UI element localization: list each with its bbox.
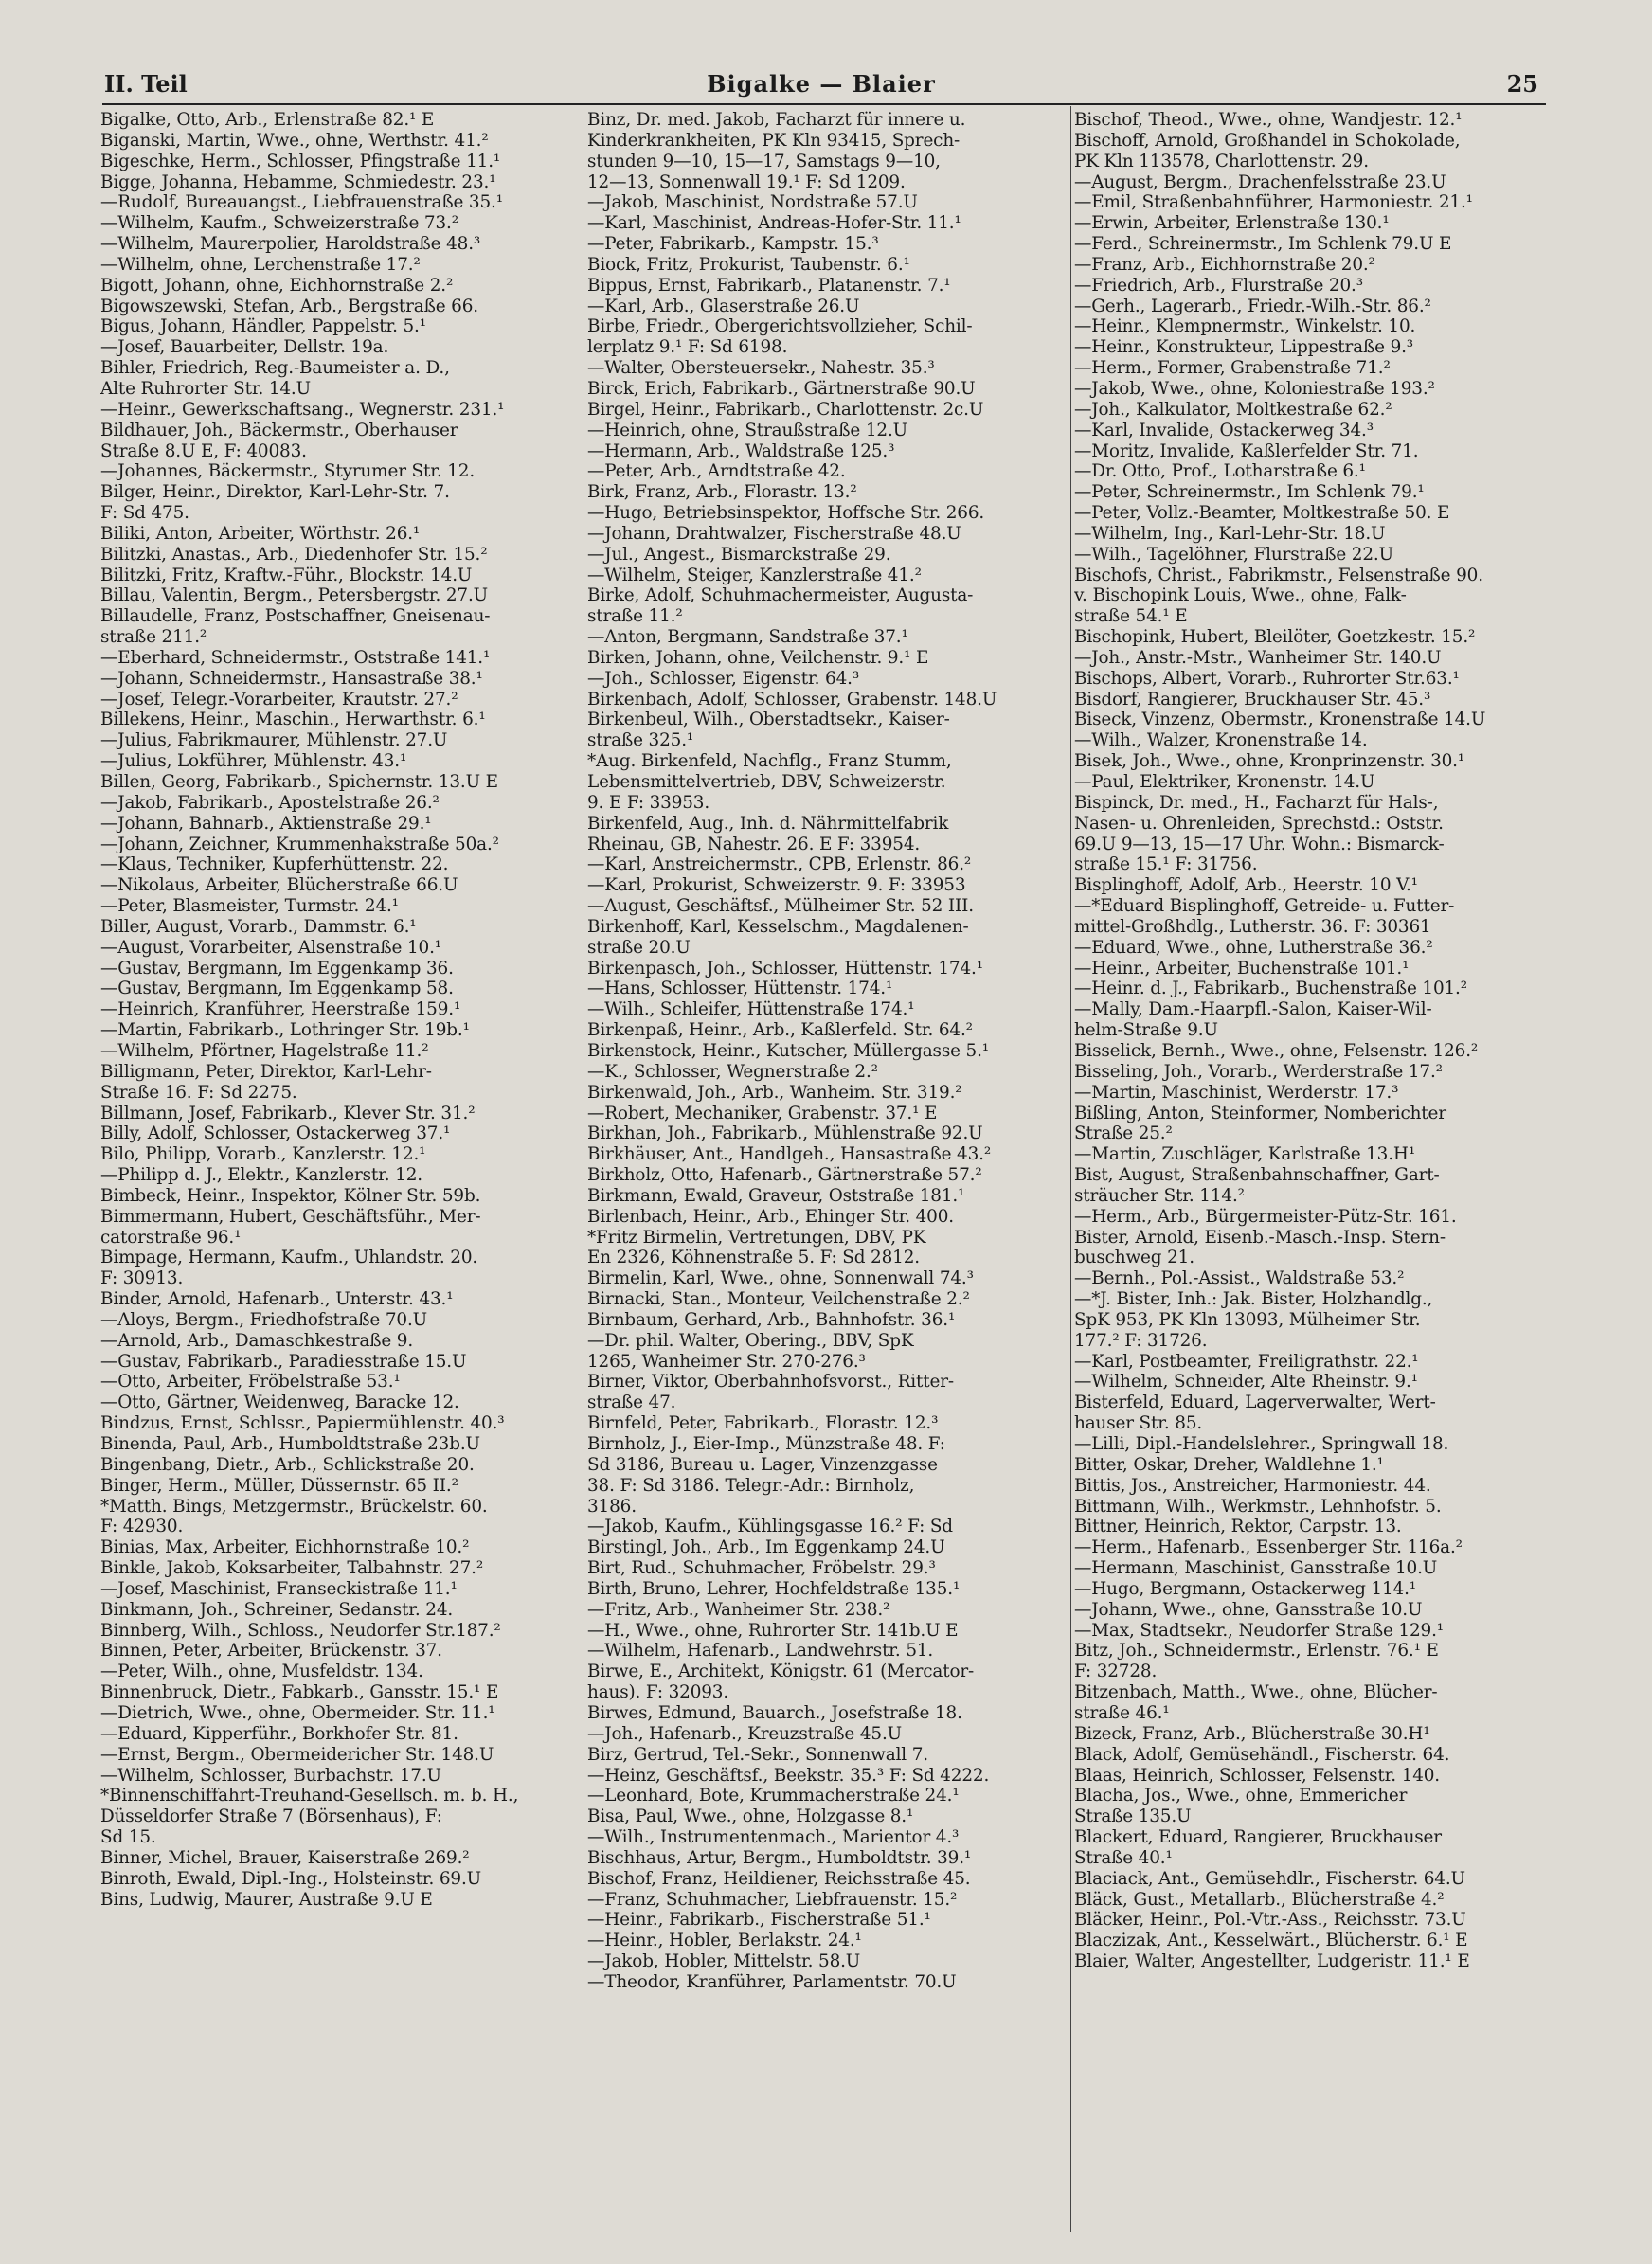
directory-entry: Bigus, Johann, Händler, Pappelstr. 5.¹ [100, 316, 426, 337]
directory-entry: Binger, Herm., Müller, Düssernstr. 65 II.² [100, 1475, 458, 1496]
directory-entry: Birnacki, Stan., Monteur, Veilchenstraße 2.² [587, 1289, 970, 1310]
directory-entry: Bittmann, Wilh., Werkmstr., Lehnhofstr. 5. [1074, 1496, 1442, 1517]
directory-entry: —Peter, Fabrikarb., Kampstr. 15.³ [587, 234, 879, 255]
page-number: 25 [1506, 70, 1538, 98]
directory-entry: Birken, Johann, ohne, Veilchenstr. 9.¹ E [587, 647, 929, 668]
directory-entry: Bippus, Ernst, Fabrikarb., Platanenstr. 7.¹ [587, 275, 951, 296]
directory-entry: Birkenbach, Adolf, Schlosser, Grabenstr. 148.U [587, 689, 997, 710]
directory-entry: Straße 40.¹ [1074, 1847, 1173, 1868]
directory-entry: Billen, Georg, Fabrikarb., Spichernstr. 13.U E [100, 772, 498, 792]
directory-entry: straße 46.¹ [1074, 1702, 1170, 1723]
directory-entry: Bischoff, Arnold, Großhandel in Schokolade, [1074, 130, 1461, 151]
directory-entry: —Wilh., Schleifer, Hüttenstraße 174.¹ [587, 999, 915, 1020]
directory-entry: F: Sd 475. [100, 503, 189, 524]
directory-entry: *Matth. Bings, Metzgermstr., Brückelstr. 60. [100, 1496, 488, 1517]
directory-entry: —Jakob, Maschinist, Nordstraße 57.U [587, 192, 918, 213]
directory-entry: —Joh., Schlosser, Eigenstr. 64.³ [587, 668, 860, 689]
directory-entry: Bimmermann, Hubert, Geschäftsführ., Mer- [100, 1206, 481, 1227]
directory-entry: —Karl, Anstreichermstr., CPB, Erlenstr. 86.² [587, 854, 972, 875]
directory-entry: Biock, Fritz, Prokurist, Taubenstr. 6.¹ [587, 254, 910, 275]
directory-entry: Bisdorf, Rangierer, Bruckhauser Str. 45.³ [1074, 689, 1431, 710]
directory-entry: —K., Schlosser, Wegnerstraße 2.² [587, 1061, 878, 1082]
directory-entry: Bildhauer, Joh., Bäckermstr., Oberhauser [100, 420, 458, 440]
directory-entry: —Wilhelm, Hafenarb., Landwehrstr. 51. [587, 1641, 934, 1662]
column-2 [587, 110, 1068, 2232]
directory-entry: Birkhan, Joh., Fabrikarb., Mühlenstraße 92.U [587, 1123, 983, 1144]
columns [100, 110, 1544, 2232]
directory-entry: Bigeschke, Herm., Schlosser, Pfingstraße 11.¹ [100, 151, 501, 171]
directory-entry: Bisplinghoff, Adolf, Arb., Heerstr. 10 V.¹ [1074, 875, 1418, 896]
directory-entry: *Binnenschiffahrt-Treuhand-Gesellsch. m. b. H., [100, 1786, 519, 1806]
directory-entry: Birke, Adolf, Schuhmachermeister, Augusta- [587, 585, 974, 606]
directory-entry: Straße 8.U E, F: 40083. [100, 440, 307, 461]
directory-entry: Birkholz, Otto, Hafenarb., Gärtnerstraße 57.² [587, 1165, 982, 1186]
directory-entry: —Hermann, Maschinist, Gansstraße 10.U [1074, 1558, 1438, 1579]
directory-entry: Birkenpasch, Joh., Schlosser, Hüttenstr. 174.¹ [587, 958, 983, 979]
directory-entry: Bißling, Anton, Steinformer, Nomberichter [1074, 1103, 1446, 1123]
directory-entry: —August, Geschäftsf., Mülheimer Str. 52 III. [587, 896, 974, 917]
page-title: Bigalke — Blaier [707, 70, 936, 98]
directory-entry: —Nikolaus, Arbeiter, Blücherstraße 66.U [100, 875, 458, 896]
directory-entry: Birt, Rud., Schuhmacher, Fröbelstr. 29.³ [587, 1558, 936, 1579]
directory-entry: Birbe, Friedr., Obergerichtsvollzieher, Schil- [587, 316, 973, 337]
directory-entry: —Rudolf, Bureauangst., Liebfrauenstraße 35.¹ [100, 192, 503, 213]
directory-entry: *Fritz Birmelin, Vertretungen, DBV, PK [587, 1227, 926, 1248]
directory-entry: 69.U 9—13, 15—17 Uhr. Wohn.: Bismarck- [1074, 834, 1445, 854]
directory-entry: —Peter, Blasmeister, Turmstr. 24.¹ [100, 896, 399, 917]
directory-entry: —Joh., Anstr.-Mstr., Wanheimer Str. 140.U [1074, 647, 1442, 668]
directory-entry: Bimpage, Hermann, Kaufm., Uhlandstr. 20. [100, 1248, 478, 1268]
directory-entry: Black, Adolf, Gemüsehändl., Fischerstr. 64. [1074, 1744, 1450, 1765]
directory-entry: —Johann, Zeichner, Krummenhakstraße 50a.² [100, 834, 499, 854]
directory-entry: straße 47. [587, 1393, 676, 1413]
directory-entry: —Hugo, Betriebsinspektor, Hoffsche Str. 266. [587, 503, 985, 524]
directory-entry: —Karl, Maschinist, Andreas-Hofer-Str. 11.¹ [587, 213, 961, 234]
directory-entry: —Peter, Schreinermstr., Im Schlenk 79.¹ [1074, 482, 1425, 503]
column-1 [100, 110, 582, 2232]
directory-entry: —*J. Bister, Inh.: Jak. Bister, Holzhandlg., [1074, 1289, 1433, 1310]
directory-entry: —Jul., Angest., Bismarckstraße 29. [587, 544, 891, 565]
directory-entry: Birlenbach, Heinr., Arb., Ehinger Str. 400. [587, 1206, 954, 1227]
directory-entry: —Johann, Bahnarb., Aktienstraße 29.¹ [100, 813, 432, 834]
directory-entry: Birkhäuser, Ant., Handlgeh., Hansastraße 43.² [587, 1144, 992, 1165]
directory-entry: Bilger, Heinr., Direktor, Karl-Lehr-Str. 7. [100, 482, 450, 503]
directory-entry: Binner, Michel, Brauer, Kaiserstraße 269.² [100, 1847, 470, 1868]
directory-entry: —Joh., Kalkulator, Moltkestraße 62.² [1074, 399, 1392, 420]
directory-entry: —Wilhelm, Ing., Karl-Lehr-Str. 18.U [1074, 523, 1386, 544]
directory-entry: —Wilhelm, Kaufm., Schweizerstraße 73.² [100, 213, 458, 234]
directory-entry: —Martin, Fabrikarb., Lothringer Str. 19b.¹ [100, 1020, 470, 1041]
directory-entry: —*Eduard Bisplinghoff, Getreide- u. Futter- [1074, 896, 1455, 917]
directory-entry: Blaas, Heinrich, Schlosser, Felsenstr. 140. [1074, 1765, 1441, 1786]
directory-entry: —Gustav, Fabrikarb., Paradiesstraße 15.U [100, 1351, 467, 1372]
directory-entry: Birz, Gertrud, Tel.-Sekr., Sonnenwall 7. [587, 1744, 928, 1765]
directory-entry: Birgel, Heinr., Fabrikarb., Charlottenstr. 2c.U [587, 399, 984, 420]
directory-entry: helm-Straße 9.U [1074, 1020, 1218, 1041]
directory-entry: Binkle, Jakob, Koksarbeiter, Talbahnstr. 27.² [100, 1558, 484, 1579]
directory-entry: Binnberg, Wilh., Schloss., Neudorfer Str.187.² [100, 1620, 501, 1641]
directory-entry: —Heinrich, ohne, Straußstraße 12.U [587, 420, 908, 440]
directory-entry: Bister, Arnold, Eisenb.-Masch.-Insp. Stern- [1074, 1227, 1446, 1248]
directory-entry: —Ferd., Schreinermstr., Im Schlenk 79.U E [1074, 234, 1452, 255]
directory-entry: Bitzenbach, Matth., Wwe., ohne, Blücher- [1074, 1682, 1438, 1703]
directory-entry: —Eduard, Wwe., ohne, Lutherstraße 36.² [1074, 937, 1433, 958]
directory-entry: —Leonhard, Bote, Krummacherstraße 24.¹ [587, 1786, 960, 1806]
directory-entry: —Johann, Wwe., ohne, Gansstraße 10.U [1074, 1599, 1423, 1620]
directory-entry: —Dr. phil. Walter, Obering., BBV, SpK [587, 1330, 914, 1351]
directory-entry: Binder, Arnold, Hafenarb., Unterstr. 43.¹ [100, 1289, 454, 1310]
directory-entry: catorstraße 96.¹ [100, 1227, 242, 1248]
directory-entry: —Gustav, Bergmann, Im Eggenkamp 36. [100, 958, 454, 979]
directory-entry: —Heinrich, Kranführer, Heerstraße 159.¹ [100, 999, 461, 1020]
directory-entry: —Otto, Arbeiter, Fröbelstraße 53.¹ [100, 1372, 401, 1393]
directory-entry: F: 42930. [100, 1517, 184, 1537]
directory-entry: SpK 953, PK Kln 13093, Mülheimer Str. [1074, 1309, 1421, 1330]
directory-entry: —Philipp d. J., Elektr., Kanzlerstr. 12. [100, 1165, 422, 1186]
directory-entry: —Wilh., Instrumentenmach., Marientor 4.³ [587, 1827, 960, 1848]
directory-entry: —Dr. Otto, Prof., Lotharstraße 6.¹ [1074, 461, 1366, 482]
directory-entry: —Wilhelm, Steiger, Kanzlerstraße 41.² [587, 565, 922, 585]
directory-entry: —Wilhelm, Maurerpolier, Haroldstraße 48.³ [100, 234, 481, 255]
directory-entry: straße 20.U [587, 937, 691, 958]
directory-entry: Bischopink, Hubert, Bleilöter, Goetzkestr. 15.² [1074, 627, 1476, 648]
directory-entry: straße 211.² [100, 627, 207, 648]
directory-entry: Straße 135.U [1074, 1806, 1192, 1827]
directory-entry: —Anton, Bergmann, Sandstraße 37.¹ [587, 627, 908, 648]
directory-entry: —Franz, Arb., Eichhornstraße 20.² [1074, 254, 1375, 275]
directory-entry: buschweg 21. [1074, 1248, 1194, 1268]
directory-entry: —Josef, Telegr.-Vorarbeiter, Krautstr. 27.² [100, 689, 458, 710]
directory-entry: Billmann, Josef, Fabrikarb., Klever Str. 31.² [100, 1103, 476, 1123]
directory-entry: Billy, Adolf, Schlosser, Ostackerweg 37.¹ [100, 1123, 451, 1144]
directory-entry: —Wilh., Tagelöhner, Flurstraße 22.U [1074, 544, 1393, 565]
directory-entry: —Jakob, Hobler, Mittelstr. 58.U [587, 1951, 861, 1972]
directory-entry: 3186. [587, 1496, 637, 1517]
directory-entry: —Josef, Bauarbeiter, Dellstr. 19a. [100, 337, 389, 358]
directory-entry: —Heinr., Arbeiter, Buchenstraße 101.¹ [1074, 958, 1410, 979]
directory-entry: —Wilhelm, Schneider, Alte Rheinstr. 9.¹ [1074, 1372, 1418, 1393]
directory-entry: Bimbeck, Heinr., Inspektor, Kölner Str. 59b. [100, 1185, 481, 1206]
directory-entry: —Heinr., Hobler, Berlakstr. 24.¹ [587, 1931, 862, 1951]
directory-entry: Bischof, Franz, Heildiener, Reichsstraße 45. [587, 1868, 971, 1889]
directory-entry: Birkenbeul, Wilh., Oberstadtsekr., Kaiser- [587, 710, 950, 730]
directory-entry: Bilitzki, Fritz, Kraftw.-Führ., Blockstr. 14.U [100, 565, 473, 585]
directory-entry: Birwe, E., Architekt, Königstr. 61 (Mercator- [587, 1662, 975, 1682]
directory-entry: Biller, August, Vorarb., Dammstr. 6.¹ [100, 916, 417, 937]
directory-entry: Lebensmittelvertrieb, DBV, Schweizerstr. [587, 772, 946, 792]
header-rule [102, 103, 1546, 105]
running-head [104, 70, 1538, 108]
directory-entry: —Emil, Straßenbahnführer, Harmoniestr. 21.¹ [1074, 192, 1473, 213]
directory-entry: —Heinr., Klempnermstr., Winkelstr. 10. [1074, 316, 1416, 337]
directory-entry: —Jakob, Kaufm., Kühlingsgasse 16.² F: Sd [587, 1517, 953, 1537]
directory-entry: —Fritz, Arb., Wanheimer Str. 238.² [587, 1599, 890, 1620]
directory-entry: —Julius, Lokführer, Mühlenstr. 43.¹ [100, 751, 407, 772]
directory-entry: stunden 9—10, 15—17, Samstags 9—10, [587, 151, 941, 171]
directory-entry: —Heinr., Fabrikarb., Fischerstraße 51.¹ [587, 1910, 931, 1931]
directory-entry: Bilitzki, Anastas., Arb., Diedenhofer Str. 15.² [100, 544, 488, 565]
directory-entry: Birwes, Edmund, Bauarch., Josefstraße 18. [587, 1702, 962, 1723]
directory-entry: 1265, Wanheimer Str. 270-276.³ [587, 1351, 866, 1372]
directory-entry: Billigmann, Peter, Direktor, Karl-Lehr- [100, 1061, 432, 1082]
directory-entry: PK Kln 113578, Charlottenstr. 29. [1074, 151, 1369, 171]
directory-entry: —Otto, Gärtner, Weidenweg, Baracke 12. [100, 1393, 459, 1413]
directory-entry: Birkenpaß, Heinr., Arb., Kaßlerfeld. Str. 64.² [587, 1020, 973, 1041]
directory-entry: Bläcker, Heinr., Pol.-Vtr.-Ass., Reichsstr. 73.U [1074, 1910, 1466, 1931]
directory-entry: —Arnold, Arb., Damaschkestraße 9. [100, 1330, 414, 1351]
directory-entry: 38. F: Sd 3186. Telegr.-Adr.: Birnholz, [587, 1475, 915, 1496]
directory-entry: Bizeck, Franz, Arb., Blücherstraße 30.H¹ [1074, 1723, 1430, 1744]
directory-entry: Düsseldorfer Straße 7 (Börsenhaus), F: [100, 1806, 442, 1827]
directory-entry: —Erwin, Arbeiter, Erlenstraße 130.¹ [1074, 213, 1390, 234]
directory-entry: —Martin, Maschinist, Werderstr. 17.³ [1074, 1082, 1399, 1103]
directory-entry: Bitter, Oskar, Dreher, Waldlehne 1.¹ [1074, 1454, 1384, 1475]
directory-entry: Birk, Franz, Arb., Florastr. 13.² [587, 482, 857, 503]
directory-entry: Birnbaum, Gerhard, Arb., Bahnhofstr. 36.¹ [587, 1309, 956, 1330]
directory-entry: —Karl, Postbeamter, Freiligrathstr. 22.¹ [1074, 1351, 1419, 1372]
directory-entry: Bispinck, Dr. med., H., Facharzt für Hals-, [1074, 792, 1439, 813]
directory-entry: Blaciack, Ant., Gemüsehdlr., Fischerstr. 64.U [1074, 1868, 1465, 1889]
directory-entry: Alte Ruhrorter Str. 14.U [100, 378, 311, 399]
directory-entry: mittel-Großhdlg., Lutherstr. 36. F: 30361 [1074, 916, 1431, 937]
directory-entry: Bisselick, Bernh., Wwe., ohne, Felsenstr. 126.² [1074, 1040, 1479, 1061]
directory-entry: Kinderkrankheiten, PK Kln 93415, Sprech- [587, 130, 961, 151]
directory-entry: Birkmann, Ewald, Graveur, Oststraße 181.¹ [587, 1185, 965, 1206]
directory-entry: Bist, August, Straßenbahnschaffner, Gart- [1074, 1165, 1440, 1186]
directory-entry: En 2326, Köhnenstraße 5. F: Sd 2812. [587, 1248, 920, 1268]
directory-entry: —Hermann, Arb., Waldstraße 125.³ [587, 440, 895, 461]
directory-entry: Straße 16. F: Sd 2275. [100, 1082, 297, 1103]
directory-entry: Birth, Bruno, Lehrer, Hochfeldstraße 135.¹ [587, 1578, 961, 1599]
directory-entry: Billaudelle, Franz, Postschaffner, Gneisenau- [100, 606, 491, 627]
directory-entry: —Gerh., Lagerarb., Friedr.-Wilh.-Str. 86.² [1074, 296, 1431, 316]
directory-entry: Nasen- u. Ohrenleiden, Sprechstd.: Oststr. [1074, 813, 1444, 834]
directory-entry: Bisterfeld, Eduard, Lagerverwalter, Wert- [1074, 1393, 1436, 1413]
directory-entry: —Heinr., Konstrukteur, Lippestraße 9.³ [1074, 337, 1414, 358]
directory-entry: —Peter, Arb., Arndtstraße 42. [587, 461, 846, 482]
directory-entry: Bischhaus, Artur, Bergm., Humboldtstr. 39.¹ [587, 1847, 972, 1868]
directory-entry: Billekens, Heinr., Maschin., Herwarthstr. 6.¹ [100, 710, 486, 730]
directory-entry: Blaier, Walter, Angestellter, Ludgeristr. 11.¹ E [1074, 1951, 1470, 1972]
directory-entry: Bigowszewski, Stefan, Arb., Bergstraße 66. [100, 296, 478, 316]
directory-entry: —Heinz, Geschäftsf., Beekstr. 35.³ F: Sd 4222. [587, 1765, 990, 1786]
directory-entry: —Johann, Drahtwalzer, Fischerstraße 48.U [587, 523, 961, 544]
directory-entry: *Aug. Birkenfeld, Nachflg., Franz Stumm, [587, 751, 952, 772]
directory-entry: —Heinr. d. J., Fabrikarb., Buchenstraße 101.² [1074, 979, 1467, 999]
directory-entry: —Theodor, Kranführer, Parlamentstr. 70.U [587, 1971, 957, 1992]
directory-entry: Bischops, Albert, Vorarb., Ruhrorter Str.63.¹ [1074, 668, 1460, 689]
directory-entry: —Dietrich, Wwe., ohne, Obermeider. Str. 11.¹ [100, 1702, 495, 1723]
directory-entry: Blacha, Jos., Wwe., ohne, Emmericher [1074, 1786, 1408, 1806]
directory-entry: —Bernh., Pol.-Assist., Waldstraße 53.² [1074, 1268, 1405, 1289]
directory-entry: —Josef, Maschinist, Franseckistraße 11.¹ [100, 1578, 458, 1599]
directory-entry: sträucher Str. 114.² [1074, 1185, 1245, 1206]
directory-entry: Bisek, Joh., Wwe., ohne, Kronprinzenstr. 30.¹ [1074, 751, 1465, 772]
directory-entry: Blaczizak, Ant., Kesselwärt., Blücherstr. 6.¹ E [1074, 1931, 1468, 1951]
directory-entry: Bischofs, Christ., Fabrikmstr., Felsenstraße 90. [1074, 565, 1483, 585]
directory-entry: —Aloys, Bergm., Friedhofstraße 70.U [100, 1309, 427, 1330]
directory-entry: Birkenfeld, Aug., Inh. d. Nährmittelfabrik [587, 813, 949, 834]
directory-entry: Binnen, Peter, Arbeiter, Brückenstr. 37. [100, 1641, 442, 1662]
directory-entry: Straße 25.² [1074, 1123, 1173, 1144]
directory-entry: —Jakob, Wwe., ohne, Koloniestraße 193.² [1074, 378, 1435, 399]
directory-entry: Biganski, Martin, Wwe., ohne, Werthstr. 41.² [100, 130, 489, 151]
directory-entry: —Franz, Schuhmacher, Liebfrauenstr. 15.² [587, 1889, 958, 1910]
directory-entry: —Klaus, Techniker, Kupferhüttenstr. 22. [100, 854, 449, 875]
directory-entry: Rheinau, GB, Nahestr. 26. E F: 33954. [587, 834, 921, 854]
directory-entry: hauser Str. 85. [1074, 1413, 1203, 1434]
directory-entry: Sd 15. [100, 1827, 156, 1848]
directory-entry: lerplatz 9.¹ F: Sd 6198. [587, 337, 788, 358]
directory-entry: Bittner, Heinrich, Rektor, Carpstr. 13. [1074, 1517, 1402, 1537]
directory-entry: 9. E F: 33953. [587, 792, 710, 813]
directory-entry: —Johann, Schneidermstr., Hansastraße 38.¹ [100, 668, 483, 689]
directory-entry: haus). F: 32093. [587, 1682, 729, 1703]
directory-entry: Binias, Max, Arbeiter, Eichhornstraße 10.² [100, 1537, 470, 1558]
directory-entry: Bittis, Jos., Anstreicher, Harmoniestr. 44. [1074, 1475, 1431, 1496]
directory-entry: Bigott, Johann, ohne, Eichhornstraße 2.² [100, 275, 454, 296]
directory-entry: —Mally, Dam.-Haarpfl.-Salon, Kaiser-Wil- [1074, 999, 1432, 1020]
directory-entry: F: 32728. [1074, 1662, 1158, 1682]
directory-entry: —Robert, Mechaniker, Grabenstr. 37.¹ E [587, 1103, 938, 1123]
directory-entry: —Julius, Fabrikmaurer, Mühlenstr. 27.U [100, 730, 448, 751]
directory-entry: Sd 3186, Bureau u. Lager, Vinzenzgasse [587, 1454, 938, 1475]
directory-entry: —Karl, Prokurist, Schweizerstr. 9. F: 33953 [587, 875, 966, 896]
directory-entry: Blackert, Eduard, Rangierer, Bruckhauser [1074, 1827, 1442, 1848]
directory-entry: —Paul, Elektriker, Kronenstr. 14.U [1074, 772, 1375, 792]
directory-entry: Bingenbang, Dietr., Arb., Schlickstraße 20. [100, 1454, 475, 1475]
directory-entry: —Friedrich, Arb., Flurstraße 20.³ [1074, 275, 1363, 296]
directory-entry: —Eberhard, Schneidermstr., Oststraße 141.¹ [100, 647, 491, 668]
directory-entry: Birnfeld, Peter, Fabrikarb., Florastr. 12.³ [587, 1413, 939, 1434]
directory-entry: —H., Wwe., ohne, Ruhrorter Str. 141b.U E [587, 1620, 959, 1641]
directory-entry: Binkmann, Joh., Schreiner, Sedanstr. 24. [100, 1599, 454, 1620]
directory-entry: —Johannes, Bäckermstr., Styrumer Str. 12. [100, 461, 476, 482]
directory-entry: —Herm., Former, Grabenstraße 71.² [1074, 358, 1391, 379]
directory-entry: Birkenstock, Heinr., Kutscher, Müllergasse 5.¹ [587, 1040, 990, 1061]
directory-entry: —Karl, Invalide, Ostackerweg 34.³ [1074, 420, 1374, 440]
directory-entry: —Ernst, Bergm., Obermeidericher Str. 148.U [100, 1744, 494, 1765]
directory-entry: Bindzus, Ernst, Schlssr., Papiermühlenstr. 40.³ [100, 1413, 505, 1434]
directory-entry: —Wilhelm, Schlosser, Burbachstr. 17.U [100, 1765, 441, 1786]
directory-entry: —Peter, Wilh., ohne, Musfeldstr. 134. [100, 1662, 423, 1682]
column-3 [1074, 110, 1555, 2232]
directory-entry: Birstingl, Joh., Arb., Im Eggenkamp 24.U [587, 1537, 945, 1558]
directory-entry: Birner, Viktor, Oberbahnhofsvorst., Ritter- [587, 1372, 954, 1393]
directory-entry: 12—13, Sonnenwall 19.¹ F: Sd 1209. [587, 171, 906, 192]
directory-entry: v. Bischopink Louis, Wwe., ohne, Falk- [1074, 585, 1407, 606]
directory-entry: —August, Bergm., Drachenfelsstraße 23.U [1074, 171, 1446, 192]
directory-entry: —Jakob, Fabrikarb., Apostelstraße 26.² [100, 792, 440, 813]
directory-entry: Bigge, Johanna, Hebamme, Schmiedestr. 23.¹ [100, 171, 496, 192]
directory-entry: —Walter, Obersteuersekr., Nahestr. 35.³ [587, 358, 935, 379]
directory-entry: —Joh., Hafenarb., Kreuzstraße 45.U [587, 1723, 903, 1744]
directory-entry: —August, Vorarbeiter, Alsenstraße 10.¹ [100, 937, 441, 958]
directory-entry: Bisa, Paul, Wwe., ohne, Holzgasse 8.¹ [587, 1806, 914, 1827]
directory-entry: straße 11.² [587, 606, 683, 627]
directory-entry: Birnholz, J., Eier-Imp., Münzstraße 48. F: [587, 1434, 945, 1454]
directory-entry: Binroth, Ewald, Dipl.-Ing., Holsteinstr. 69.U [100, 1868, 481, 1889]
directory-entry: Birkenhoff, Karl, Kesselschm., Magdalenen- [587, 916, 969, 937]
directory-entry: Billau, Valentin, Bergm., Petersbergstr. 27.U [100, 585, 489, 606]
directory-entry: Biseck, Vinzenz, Obermstr., Kronenstraße 14.U [1074, 710, 1486, 730]
directory-entry: straße 54.¹ E [1074, 606, 1188, 627]
directory-entry: —Hans, Schlosser, Hüttenstr. 174.¹ [587, 979, 893, 999]
directory-entry: Bläck, Gust., Metallarb., Blücherstraße 4.² [1074, 1889, 1445, 1910]
directory-entry: Bihler, Friedrich, Reg.-Baumeister a. D., [100, 358, 450, 379]
directory-entry: straße 15.¹ F: 31756. [1074, 854, 1258, 875]
directory-entry: Birmelin, Karl, Wwe., ohne, Sonnenwall 74.³ [587, 1268, 974, 1289]
directory-entry: Biliki, Anton, Arbeiter, Wörthstr. 26.¹ [100, 523, 421, 544]
section-label: II. Teil [104, 70, 188, 98]
directory-entry: —Wilhelm, Pförtner, Hagelstraße 11.² [100, 1040, 429, 1061]
directory-entry: —Heinr., Gewerkschaftsang., Wegnerstr. 231.¹ [100, 399, 505, 420]
directory-entry: Bischof, Theod., Wwe., ohne, Wandjestr. 12.¹ [1074, 110, 1463, 130]
directory-entry: —Herm., Hafenarb., Essenberger Str. 116a.² [1074, 1537, 1463, 1558]
directory-entry: Bitz, Joh., Schneidermstr., Erlenstr. 76.¹ E [1074, 1641, 1439, 1662]
directory-entry: —Max, Stadtsekr., Neudorfer Straße 129.¹ [1074, 1620, 1444, 1641]
directory-entry: —Martin, Zuschläger, Karlstraße 13.H¹ [1074, 1144, 1416, 1165]
directory-entry: Bins, Ludwig, Maurer, Austraße 9.U E [100, 1889, 433, 1910]
directory-entry: Bisseling, Joh., Vorarb., Werderstraße 17.² [1074, 1061, 1443, 1082]
directory-entry: straße 325.¹ [587, 730, 694, 751]
directory-entry: —Wilh., Walzer, Kronenstraße 14. [1074, 730, 1368, 751]
directory-entry: F: 30913. [100, 1268, 184, 1289]
directory-entry: Birkenwald, Joh., Arb., Wanheim. Str. 319.² [587, 1082, 962, 1103]
directory-entry: —Moritz, Invalide, Kaßlerfelder Str. 71. [1074, 440, 1419, 461]
directory-entry: —Hugo, Bergmann, Ostackerweg 114.¹ [1074, 1578, 1417, 1599]
directory-entry: —Karl, Arb., Glaserstraße 26.U [587, 296, 860, 316]
directory-entry: Birck, Erich, Fabrikarb., Gärtnerstraße 90.U [587, 378, 976, 399]
directory-entry: Binenda, Paul, Arb., Humboldtstraße 23b.U [100, 1434, 480, 1454]
directory-entry: —Herm., Arb., Bürgermeister-Pütz-Str. 161. [1074, 1206, 1457, 1227]
directory-entry: Bigalke, Otto, Arb., Erlenstraße 82.¹ E [100, 110, 435, 130]
directory-entry: —Eduard, Kipperführ., Borkhofer Str. 81. [100, 1723, 458, 1744]
directory-entry: —Lilli, Dipl.-Handelslehrer., Springwall 18. [1074, 1434, 1449, 1454]
directory-entry: 177.² F: 31726. [1074, 1330, 1208, 1351]
directory-entry: Binz, Dr. med. Jakob, Facharzt für innere u. [587, 110, 966, 130]
directory-entry: —Peter, Vollz.-Beamter, Moltkestraße 50. E [1074, 503, 1450, 524]
directory-entry: Bilo, Philipp, Vorarb., Kanzlerstr. 12.¹ [100, 1144, 426, 1165]
directory-entry: —Wilhelm, ohne, Lerchenstraße 17.² [100, 254, 421, 275]
directory-entry: —Gustav, Bergmann, Im Eggenkamp 58. [100, 979, 454, 999]
directory-entry: Binnenbruck, Dietr., Fabkarb., Gansstr. 15.¹ E [100, 1682, 499, 1703]
